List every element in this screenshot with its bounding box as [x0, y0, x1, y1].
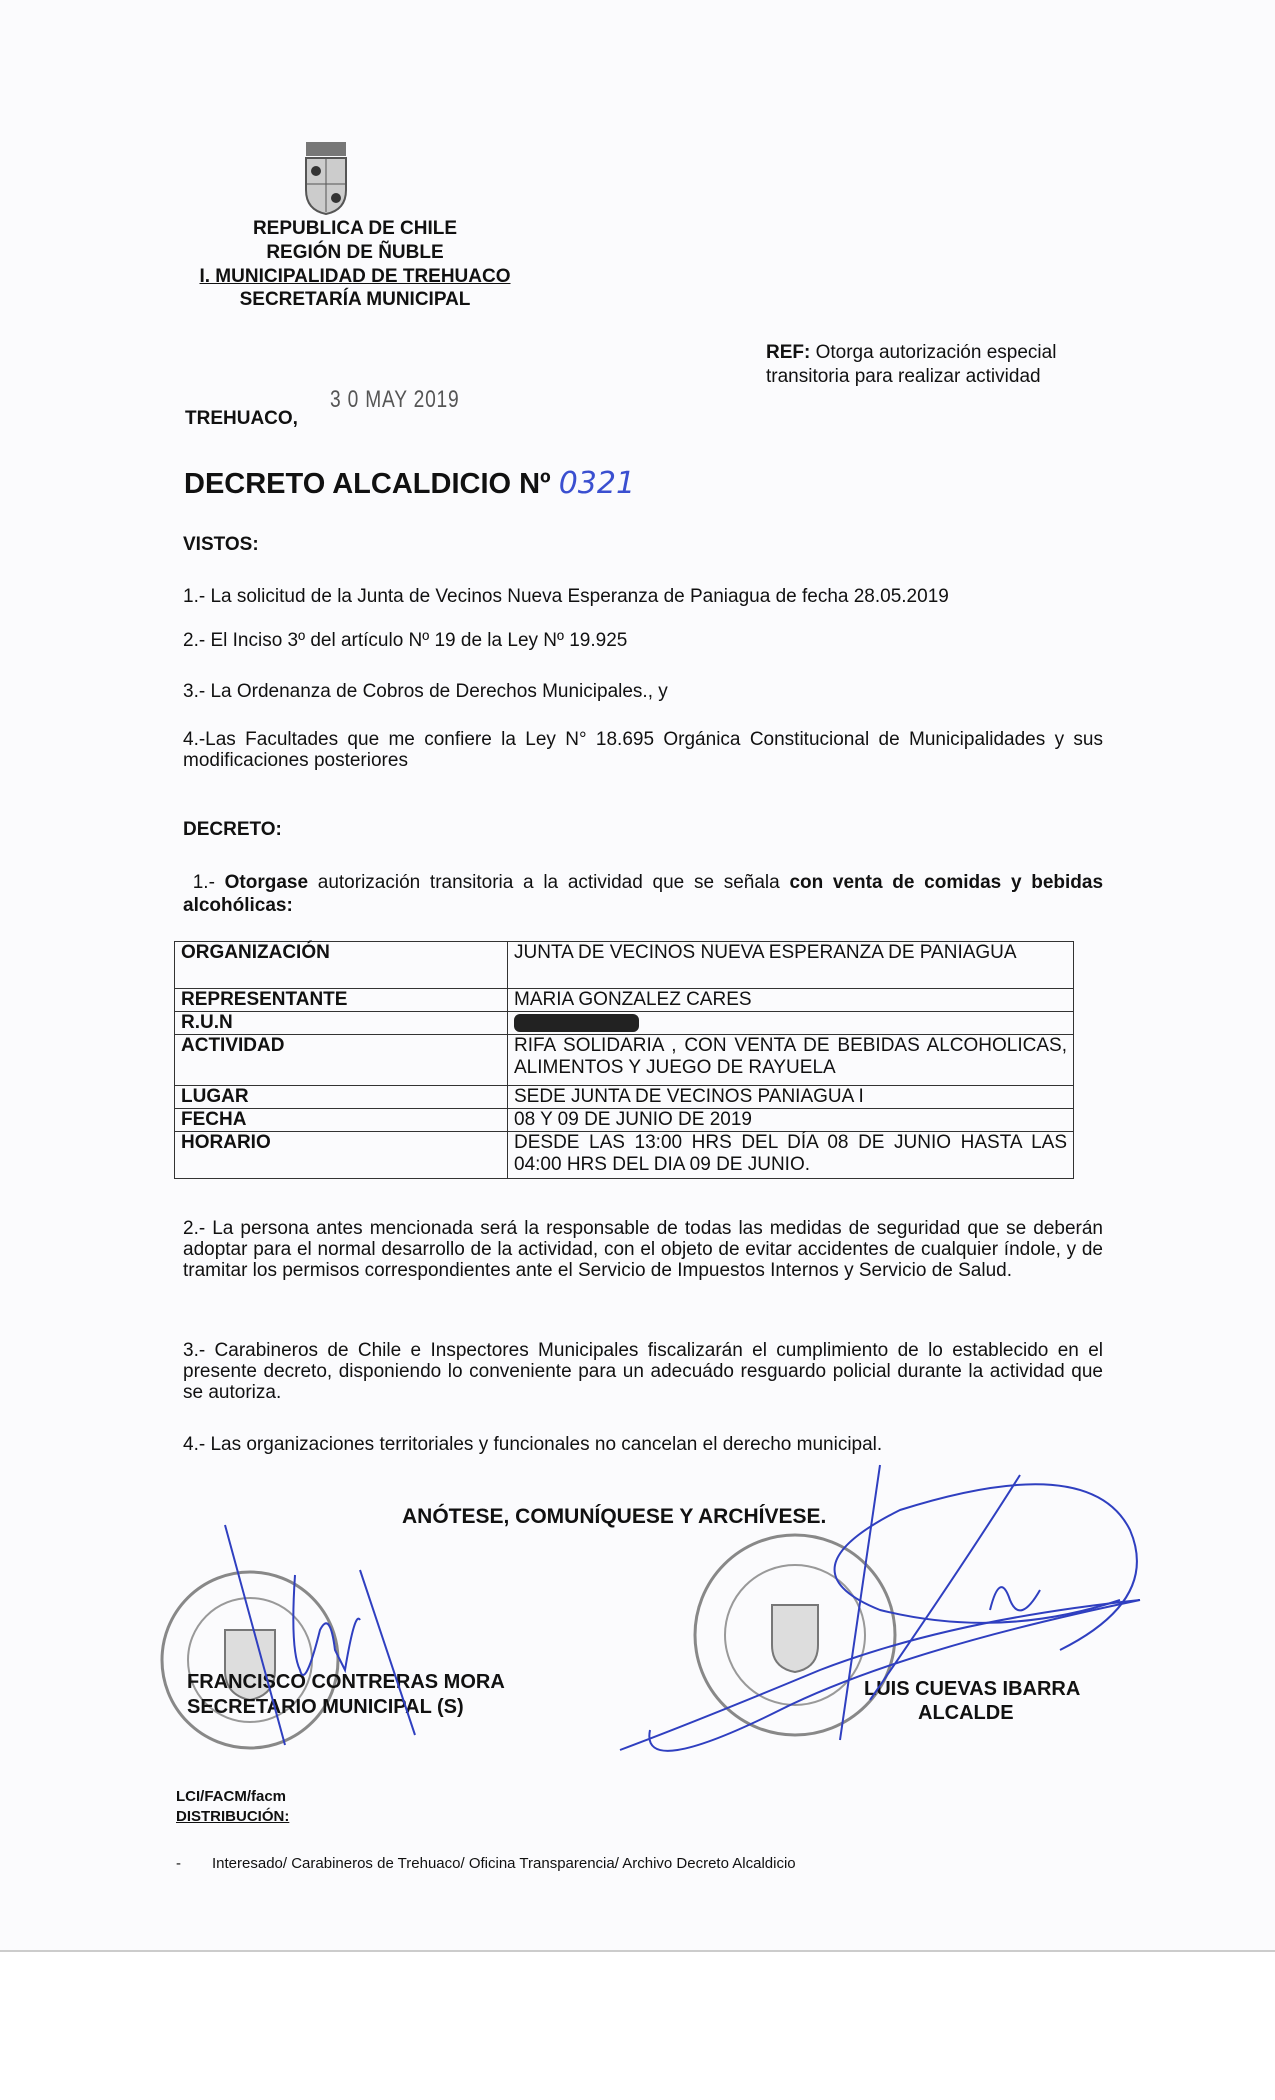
p1-number: 1.-	[192, 872, 215, 893]
redaction-mark	[514, 1014, 639, 1032]
secretary-signature-stroke	[225, 1525, 285, 1745]
table-row	[175, 1109, 1074, 1132]
vistos-item: 2.- El Inciso 3º del artículo Nº 19 de la Ley Nº 19.925	[183, 630, 628, 651]
decreto-paragraph-3: 3.- Carabineros de Chile e Inspectores Municipales fiscalizarán el cumplimiento de lo establecido en el presente decreto, disponiendo lo conveniente para un adecuádo resguardo policial durante la actividad que se autoriza.	[183, 1340, 1103, 1403]
table-value: MARIA GONZALEZ CARES	[508, 989, 1074, 1012]
header-secretariat: SECRETARÍA MUNICIPAL	[239, 289, 471, 310]
ref-label: REF:	[766, 342, 811, 363]
decreto-paragraph-4: 4.- Las organizaciones territoriales y funcionales no cancelan el derecho municipal.	[183, 1434, 883, 1455]
table-key: HORARIO	[175, 1132, 508, 1179]
date-stamp: 3 0 MAY 2019	[330, 386, 460, 413]
vistos-item: 4.-Las Facultades que me confiere la Ley N° 18.695 Orgánica Constitucional de Municipalidades y sus modificaciones posteriores	[183, 729, 1103, 771]
table-key: ACTIVIDAD	[175, 1035, 508, 1086]
vistos-item: 1.- La solicitud de la Junta de Vecinos Nueva Esperanza de Paniagua de fecha 28.05.2019	[183, 586, 949, 607]
vistos-heading: VISTOS:	[183, 534, 259, 555]
table-row	[175, 1132, 1074, 1179]
p1-bold-end: con venta de comidas y bebidas alcohólicas:	[183, 872, 1104, 916]
p1-bold: Otorgase	[224, 872, 309, 893]
mayor-role: ALCALDE	[918, 1702, 1014, 1724]
secretary-role: SECRETARIO MUNICIPAL (S)	[187, 1696, 464, 1718]
distribution-list: Interesado/ Carabineros de Trehuaco/ Oficina Transparencia/ Archivo Decreto Alcaldicio	[212, 1855, 796, 1872]
reference	[766, 341, 1106, 389]
table-key: FECHA	[175, 1109, 508, 1132]
decreto-paragraph-1	[183, 871, 1103, 917]
decreto-paragraph-2: 2.- La persona antes mencionada será la responsable de todas las medidas de seguridad que se deberán adoptar para el normal desarrollo de la actividad, con el objeto de evitar accidentes de cualquier índole, y de tramitar los permisos correspondientes ante el Servicio de Impuestos Internos y Servicio de Salud.	[183, 1218, 1103, 1281]
table-row	[175, 989, 1074, 1012]
table-value: DESDE LAS 13:00 HRS DEL DÍA 08 DE JUNIO HASTA LAS 04:00 HRS DEL DIA 09 DE JUNIO.	[508, 1132, 1074, 1179]
mayor-signature-stroke	[840, 1465, 880, 1740]
table-row	[175, 1012, 1074, 1035]
table-value-redacted	[508, 1012, 1074, 1035]
table-value: SEDE JUNTA DE VECINOS PANIAGUA I	[508, 1086, 1074, 1109]
initials: LCI/FACM/facm	[176, 1788, 287, 1805]
activity-details-table	[174, 941, 1074, 1179]
table-row	[175, 1035, 1074, 1086]
secretary-name: FRANCISCO CONTRERAS MORA	[187, 1671, 505, 1693]
header-municipality: I. MUNICIPALIDAD DE TREHUACO	[199, 266, 511, 287]
header-region: REGIÓN DE ÑUBLE	[266, 242, 444, 263]
distribution-heading: DISTRIBUCIÓN:	[176, 1808, 290, 1825]
decree-title-text: DECRETO ALCALDICIO Nº	[184, 468, 551, 500]
table-row	[175, 942, 1074, 989]
decree-number: 0321	[558, 466, 636, 501]
table-value: JUNTA DE VECINOS NUEVA ESPERANZA DE PANIAGUA	[508, 942, 1074, 989]
table-value: RIFA SOLIDARIA , CON VENTA DE BEBIDAS ALCOHOLICAS, ALIMENTOS Y JUEGO DE RAYUELA	[508, 1035, 1074, 1086]
header-republic: REPUBLICA DE CHILE	[252, 218, 458, 239]
decree-title	[184, 466, 635, 501]
table-value: 08 Y 09 DE JUNIO DE 2019	[508, 1109, 1074, 1132]
table-row	[175, 1086, 1074, 1109]
municipal-crest-icon	[300, 140, 352, 216]
closing-formula: ANÓTESE, COMUNÍQUESE Y ARCHÍVESE.	[402, 1505, 827, 1528]
table-key: ORGANIZACIÓN	[175, 942, 508, 989]
table-key: R.U.N	[175, 1012, 508, 1035]
ref-text-1: Otorga autorización especial	[815, 342, 1057, 363]
place: TREHUACO,	[185, 408, 298, 429]
ref-text-2: transitoria para realizar actividad	[766, 366, 1041, 387]
handwritten-signatures	[0, 1450, 1275, 1770]
table-key: REPRESENTANTE	[175, 989, 508, 1012]
distribution-bullet: -	[176, 1855, 181, 1872]
vistos-item: 3.- La Ordenanza de Cobros de Derechos Municipales., y	[183, 681, 668, 702]
table-key: LUGAR	[175, 1086, 508, 1109]
decreto-heading: DECRETO:	[183, 819, 282, 840]
p1-text: autorización transitoria a la actividad que se señala	[317, 872, 780, 893]
mayor-name: LUIS CUEVAS IBARRA	[864, 1678, 1081, 1700]
